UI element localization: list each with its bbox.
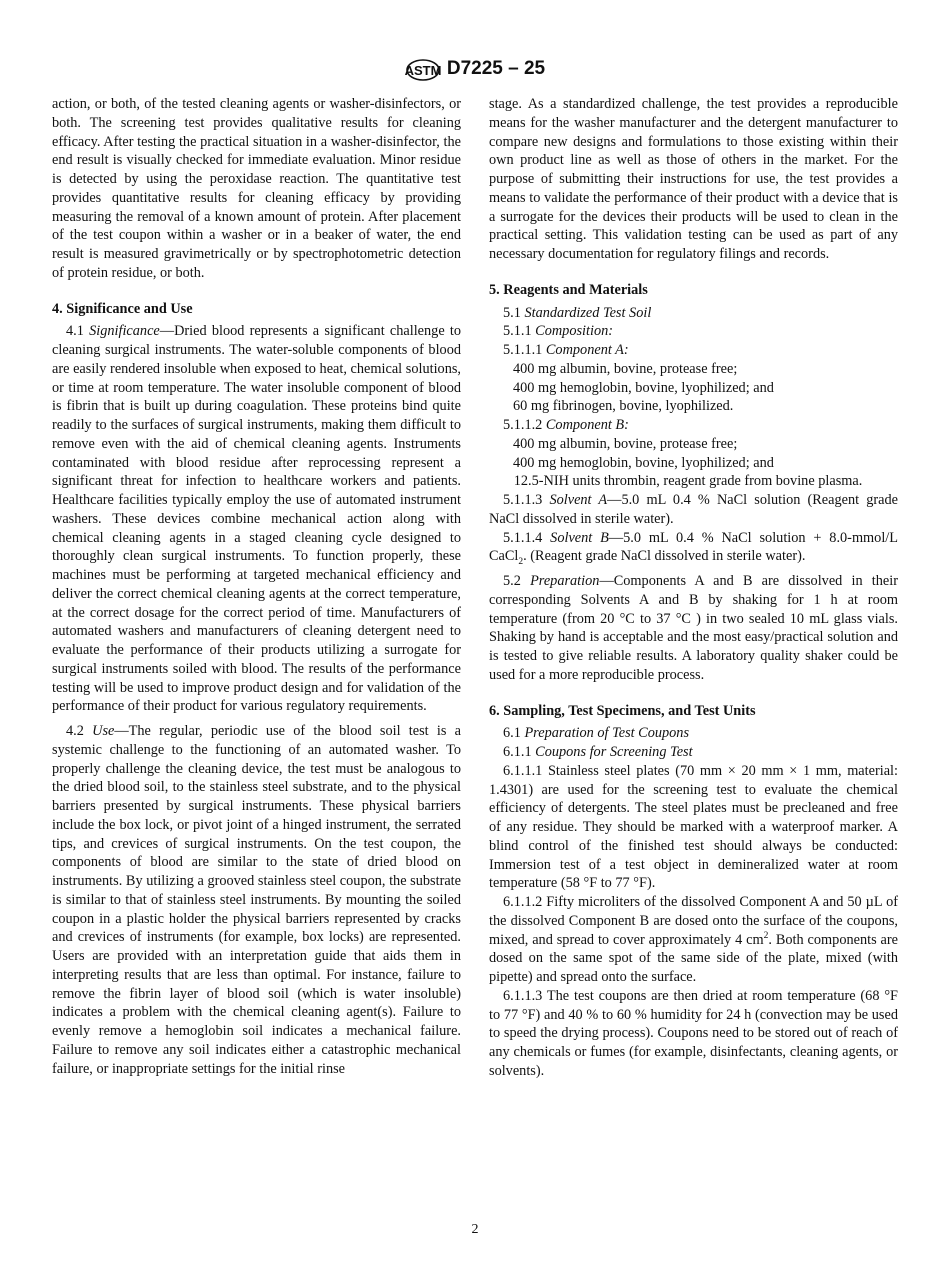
paragraph [489, 724, 898, 743]
italic-term: Solvent B [550, 529, 609, 546]
italic-term: Component A: [545, 342, 629, 358]
paragraph [489, 416, 898, 435]
text-run: 6.1.1.3 The test coupons are then dried at room temperature (68 °F to 77 °F) and 40 % to 60 % humidity for 24 h (convection may be used to speed the drying process). Coupons need to be stored out of reach of any chemicals or fumes (for example, disinfectants, cleaning agents, or solvents). [489, 987, 898, 1079]
text-run: 5.2 [503, 573, 531, 589]
paragraph [489, 454, 898, 473]
paragraph [489, 529, 898, 567]
italic-term: Solvent A [549, 492, 608, 508]
paragraph [489, 341, 898, 360]
italic-term: Component B: [545, 417, 629, 433]
astm-logo-icon [405, 55, 441, 83]
text-run: 6.1.1 [503, 744, 536, 760]
paragraph [489, 491, 898, 529]
paragraph [489, 379, 898, 398]
paragraph [489, 304, 898, 323]
text-run: —The regular, periodic use of the blood soil test is a systemic challenge to the functioning of an automated washer. To properly challenge the cleaning device, the test must be analogous to the dried blood soil, to the stainless steel substrate, and to the physical barriers presented by surgical instruments. These physical barriers include the box lock, or pivot joint of a hinged instrument, the serrated tips, and crevices of surgical instruments. On the test coupon, the components of blood are similar to the state of dried blood on instruments. By utilizing a grooved stainless steel coupon, the substrate is similar to that of stainless steel instruments. By mounting the soiled coupon in a plastic holder the physical barriers represented by cracks and crevices of instruments (for example, box locks) are represented. Users are provided with an interpretation guide that aids them in interpreting results that are less than optimal. For instance, failure to remove the fibrin layer of blood soil (which is water insoluble) indicates a problem with the chemical cleaning agent(s). Failure to evenly remove a hemoglobin soil indicates a mechanical failure. Failure to remove any soil indicates either a catastrophic mechanical failure, or inappropriate settings for the initial rinse [52, 723, 462, 1077]
section-heading: 5. Reagents and Materials [489, 281, 648, 298]
text-run: 5.1.1.3 [503, 492, 550, 508]
text-run: 5.1.1 [503, 323, 536, 340]
italic-term: Preparation [530, 573, 600, 589]
paragraph [52, 322, 461, 716]
page-number: 2 [471, 1222, 479, 1237]
text-run: action, or both, of the tested cleaning agents or washer-disinfectors, or both. The screening test provides qualitative results for cleaning efficacy. After testing the practical situation in a washer-disinfector, the end result is visually checked for immediate evaluation. Minor residue is detected by using the peroxidase reaction. The quantitative test provides quantitative results for cleaning efficacy by providing measuring the removal of a known amount of protein. After placement of the test coupon within a washer or in a beaker of water, the end result is measured gravimetrically or by spectrophotometric detection of protein residue, or both. [52, 96, 461, 281]
text-run: 5.1.1.1 [503, 342, 546, 358]
paragraph [489, 435, 898, 454]
paragraph [52, 95, 461, 283]
section-heading: 6. Sampling, Test Specimens, and Test Units [489, 702, 756, 719]
text-run: —5.0 mL 0.4 % NaCl solution (Reagent grade NaCl dissolved in sterile water). [489, 492, 898, 527]
svg-text:ASTM: ASTM [404, 63, 441, 78]
paragraph [489, 987, 898, 1081]
document-designation: D7225 – 25 [446, 58, 546, 79]
text-run: 6.1.1.1 Stainless steel plates (70 mm × 20 mm × 1 mm, material: 1.4301) are used for the screening test to evaluate the chemical efficiency of detergents. The steel plates must be precleaned and free of any residue. They should be marked with a waterproof marker. A blind control of the finished test should always be conducted: Immersion test of a test object in demineralized water at room temperature (58 °F to 77 °F). [489, 762, 898, 892]
left-column [52, 95, 461, 1078]
text-run: 400 mg hemoglobin, bovine, lyophilized; and [513, 454, 774, 471]
paragraph [489, 762, 898, 893]
italic-term: Composition: [535, 323, 614, 340]
paragraph [489, 95, 898, 264]
italic-term: Significance [89, 323, 160, 340]
page-header [0, 55, 950, 83]
italic-term: Coupons for Screening Test [535, 744, 693, 760]
text-run: 400 mg hemoglobin, bovine, lyophilized; and [513, 379, 774, 396]
text-run: 4.2 [66, 723, 93, 739]
paragraph [489, 397, 898, 416]
text-run: . (Reagent grade NaCl dissolved in sterile water). [523, 548, 806, 565]
text-run: —5.0 mL 0.4 % NaCl solution + 8.0-mmol/L CaCl [489, 529, 899, 565]
text-run: 400 mg albumin, bovine, protease free; [513, 360, 738, 377]
italic-term: Standardized Test Soil [524, 304, 652, 321]
paragraph [489, 743, 898, 762]
text-run: —Components A and B are dissolved in their corresponding Solvents A and B by shaking for 1 h at room temperature (from 20 °C to 37 °C ) in two sealed 10 mL glass vials. Shaking by hand is acceptable and the most easy/practical solution and is tested to give reliable results. A laboratory quality shaker could be used for a more reproducible process. [489, 573, 898, 683]
text-run: 6.1.1.2 Fifty microliters of the dissolved Component A and 50 µL of the dissolved Component B are dosed onto the surface of the coupons, mixed, and spread to cover approximately 4 cm [489, 894, 898, 948]
text-run: . Both components are dosed on the same spot of the same side of the plate, mixed (with pipette) and spread onto the surface. [489, 931, 898, 985]
text-run: stage. As a standardized challenge, the test provides a reproducible means for the washer manufacturer and the detergent manufacturer to compare new designs and formulations to those existing within their own product line as well as those of others in the market. For the purpose of submitting their instructions for use, the test provides a means to validate the performance of their product with a device that is a surrogate for the devices their products will be used to clean in the practical setting. This validation testing can be used as part of any necessary documentation for regulatory filings and records. [489, 96, 898, 262]
text-run: —Dried blood represents a significant challenge to cleaning surgical instruments. The water-soluble components of blood are easily rendered insoluble when exposed to heat, chemical solutions, or time at room temperature. The water insoluble component of blood is fibrin that is built up during coagulation. These proteins bind quite readily to the surfaces of surgical instruments, making them difficult to remove even with the aid of chemical cleaning agents. Instruments contaminated with blood residue after reprocessing represent a significant threat for infection to healthcare workers and patients. Healthcare facilities typically employ the use of automated instrument washers. These devices combine mechanical action along with chemical cleaning agents in a staged cleaning cycle designed to thoroughly clean surgical instruments. To function properly, these machines must be performing at targeted mechanical efficiency and deliver the correct chemical cleaning agents at the correct temperature, at the correct dosage for the correct period of time. Manufacturers of automated washers and manufacturers of cleaning detergent need to evaluate the performance of their products utilizing a surrogate for surgical instruments soiled with blood. The results of the performance testing will be used to improve product design and for validation of the performance of their product for various regulatory requirements. [52, 323, 461, 715]
paragraph [52, 722, 461, 1078]
section-heading: 4. Significance and Use [52, 300, 193, 317]
text-run: 6.1 [503, 725, 525, 742]
paragraph [489, 893, 898, 987]
right-column [489, 95, 898, 1081]
text-run: 2 [763, 930, 769, 941]
text-run: 5.1.1.4 [503, 529, 551, 546]
paragraph [489, 360, 898, 379]
paragraph [489, 572, 898, 685]
text-run: 4.1 [66, 323, 90, 340]
text-run: 2 [518, 557, 524, 568]
italic-term: Use [92, 723, 115, 739]
text-run: 5.1 [503, 304, 525, 321]
text-run: 5.1.1.2 [503, 417, 546, 433]
paragraph [489, 322, 898, 341]
text-run: 60 mg fibrinogen, bovine, lyophilized. [513, 398, 734, 415]
italic-term: Preparation of Test Coupons [524, 725, 690, 742]
text-run: 12.5-NIH units thrombin, reagent grade from bovine plasma. [503, 473, 863, 490]
text-run: 400 mg albumin, bovine, protease free; [513, 435, 738, 452]
paragraph [489, 472, 898, 491]
